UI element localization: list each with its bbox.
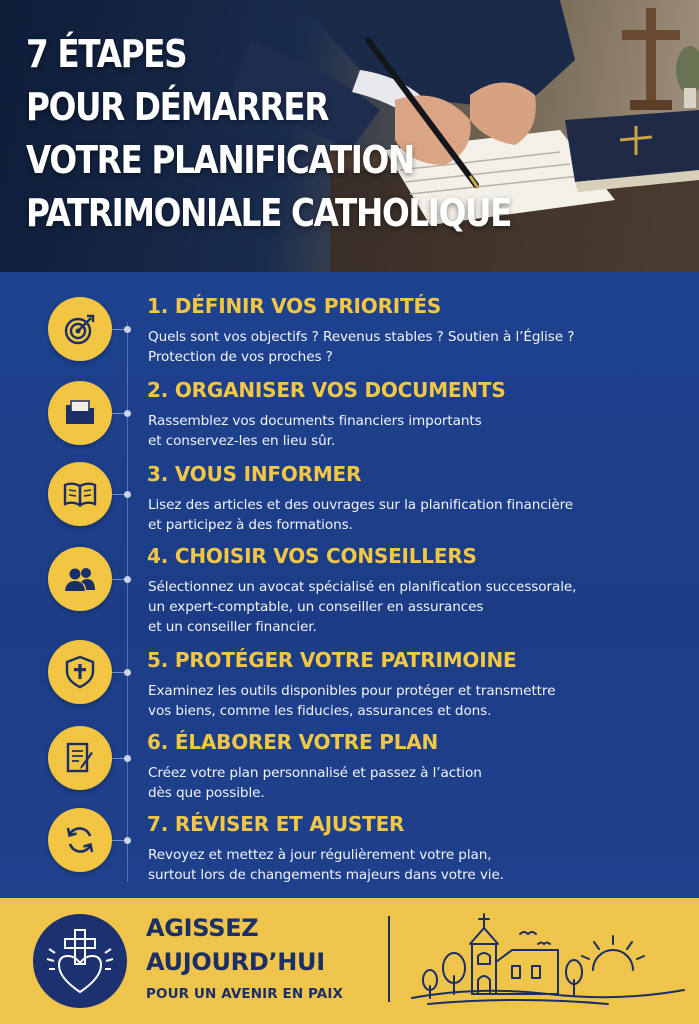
step-description-line: Lisez des articles et des ouvrages sur la planification financière xyxy=(148,497,574,513)
cta-heading-line-2: AUJOURD’HUI xyxy=(146,948,325,976)
step-description-line: surtout lors de changements majeurs dans votre vie. xyxy=(148,867,504,883)
step-description-line: Créez votre plan personnalisé et passez à l’action xyxy=(148,765,482,781)
people-icon xyxy=(48,547,112,611)
step-title: 6. ÉLABORER VOTRE PLAN xyxy=(147,730,439,754)
step-description xyxy=(148,577,688,637)
title-line-3: VOTRE PLANIFICATION xyxy=(26,138,414,182)
step-description-line: Sélectionnez un avocat spécialisé en planification successorale, xyxy=(148,579,577,595)
step-description-line: vos biens, comme les fiducies, assurances et dons. xyxy=(148,703,492,719)
step-description xyxy=(148,763,688,803)
timeline-dot xyxy=(124,837,131,844)
book-icon xyxy=(48,462,112,526)
step-title: 1. DÉFINIR VOS PRIORITÉS xyxy=(147,294,442,318)
shield-cross-icon xyxy=(48,640,112,704)
timeline-dot xyxy=(124,669,131,676)
cta-heading-line-1: AGISSEZ xyxy=(146,914,259,942)
cta-subtitle: POUR UN AVENIR EN PAIX xyxy=(146,986,343,1002)
step-title: 3. VOUS INFORMER xyxy=(147,462,362,486)
step-description xyxy=(148,681,688,721)
step-description-line: Quels sont vos objectifs ? Revenus stables ? Soutien à l’Église ? xyxy=(148,329,575,345)
timeline-dot xyxy=(124,326,131,333)
timeline-line xyxy=(127,322,128,882)
title-line-1: 7 ÉTAPES xyxy=(26,32,187,76)
step-description xyxy=(148,845,688,885)
footer-divider xyxy=(388,916,390,1002)
timeline-dot xyxy=(124,491,131,498)
step-description-line: Rassemblez vos documents financiers importants xyxy=(148,413,482,429)
step-title: 7. RÉVISER ET AJUSTER xyxy=(147,812,405,836)
step-description-line: et un conseiller financier. xyxy=(148,619,317,635)
step-description-line: Protection de vos proches ? xyxy=(148,349,333,365)
page-title xyxy=(26,28,511,240)
step-description xyxy=(148,411,688,451)
step-description-line: et participez à des formations. xyxy=(148,517,353,533)
step-title: 4. CHOISIR VOS CONSEILLERS xyxy=(147,544,477,568)
step-description-line: un expert-comptable, un conseiller en assurances xyxy=(148,599,484,615)
folder-icon xyxy=(48,381,112,445)
step-description xyxy=(148,495,688,535)
header-banner xyxy=(0,0,699,272)
target-icon xyxy=(48,297,112,361)
title-line-4: PATRIMONIALE CATHOLIQUE xyxy=(26,191,512,235)
document-pen-icon xyxy=(48,726,112,790)
step-description-line: Revoyez et mettez à jour régulièrement votre plan, xyxy=(148,847,492,863)
timeline-dot xyxy=(124,755,131,762)
church-landscape-icon xyxy=(408,906,688,1014)
steps-section xyxy=(0,272,699,898)
timeline-dot xyxy=(124,410,131,417)
step-description-line: et conservez-les en lieu sûr. xyxy=(148,433,336,449)
step-description-line: dès que possible. xyxy=(148,785,265,801)
step-description xyxy=(148,327,688,367)
refresh-icon xyxy=(48,808,112,872)
cross-heart-icon xyxy=(33,914,127,1008)
step-description-line: Examinez les outils disponibles pour protéger et transmettre xyxy=(148,683,556,699)
title-line-2: POUR DÉMARRER xyxy=(26,85,329,129)
step-title: 2. ORGANISER VOS DOCUMENTS xyxy=(147,378,506,402)
timeline-dot xyxy=(124,576,131,583)
step-title: 5. PROTÉGER VOTRE PATRIMOINE xyxy=(147,648,517,672)
